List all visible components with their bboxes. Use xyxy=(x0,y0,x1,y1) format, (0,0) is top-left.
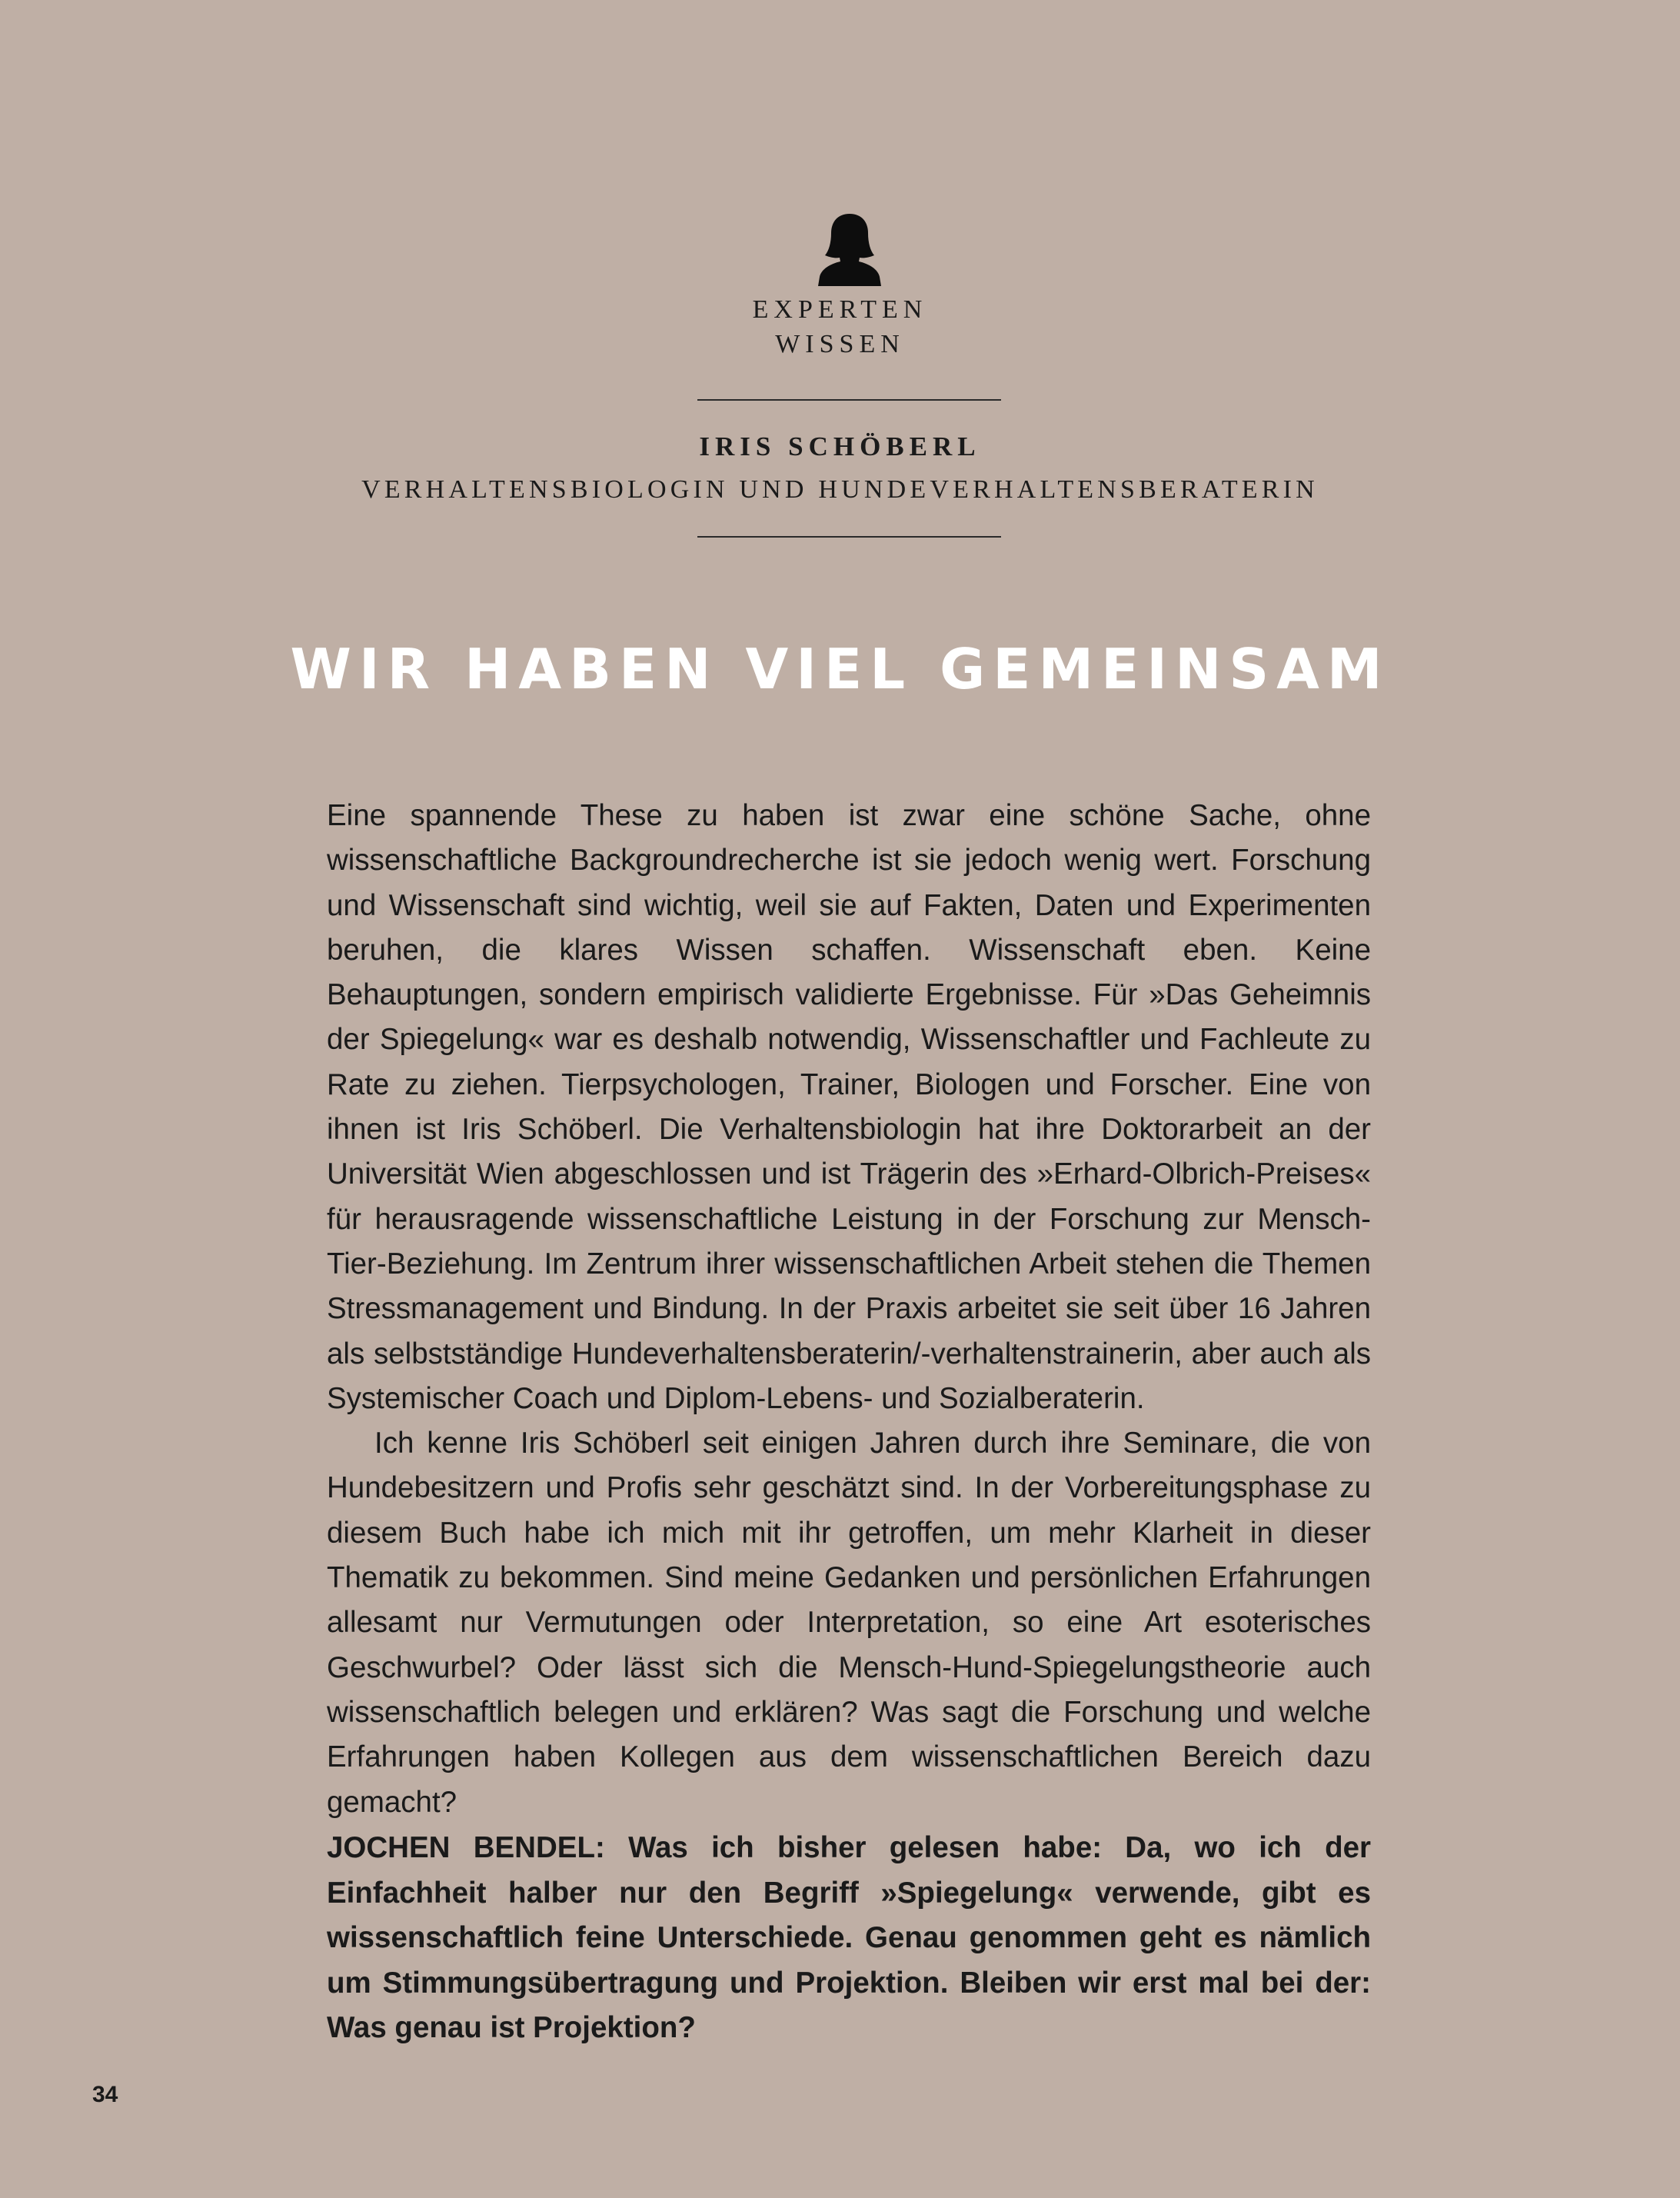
divider-top xyxy=(697,399,1001,401)
body-paragraph-1: Eine spannende These zu haben ist zwar eine schöne Sache, ohne wissenschaftliche Backgroundrecherche ist sie jedoch wenig wert. Forschung und Wissenschaft sind wichtig, weil sie auf Fakten, Daten und Experimenten beruhen, die klares Wissen schaffen. Wissenschaft eben. Keine Behauptungen, sondern empirisch validierte Ergebnisse. Für »Das Geheimnis der Spiegelung« war es deshalb notwendig, Wissenschaftler und Fachleute zu Rate zu ziehen. Tierpsychologen, Trainer, Biologen und Forscher. Eine von ihnen ist Iris Schöberl. Die Verhaltensbiologin hat ihre Doktorarbeit an der Universität Wien abgeschlossen und ist Trägerin des »Erhard-Olbrich-Preises« für herausragende wissenschaftliche Leistung in der Forschung zur Mensch-Tier-Beziehung. Im Zentrum ihrer wissenschaftlichen Arbeit stehen die Themen Stressmanagement und Bindung. In der Praxis arbeitet sie seit über 16 Jahren als selbstständige Hundeverhaltensberaterin/-verhaltenstrainerin, aber auch als Systemischer Coach und Diplom-Lebens- und Sozialberaterin. xyxy=(327,799,1371,1415)
interview-speaker: JOCHEN BENDEL: xyxy=(327,1831,605,1864)
divider-bottom xyxy=(697,536,1001,538)
section-label-line2: WISSEN xyxy=(775,330,905,358)
interview-paragraph xyxy=(327,1826,1371,2051)
woman-silhouette-icon xyxy=(817,212,883,286)
page-number: 34 xyxy=(92,2082,118,2107)
interview-question xyxy=(327,1826,1371,2051)
body-text xyxy=(327,794,1371,1825)
body-paragraph-2: Ich kenne Iris Schöberl seit einigen Jahren durch ihre Seminare, die von Hundebesitzern und Profis sehr geschätzt sind. In der Vorbereitungsphase zu diesem Buch habe ich mich mit ihr getroffen, um mehr Klarheit in dieser Thematik zu bekommen. Sind meine Gedanken und persönlichen Erfahrungen allesamt nur Vermutungen oder Interpretation, so eine Art esoterisches Geschwurbel? Oder lässt sich die Mensch-Hund-Spiegelungstheorie auch wissenschaftlich belegen und erklären? Was sagt die Forschung und welche Erfahrungen haben Kollegen aus dem wissenschaftlichen Bereich dazu gemacht? xyxy=(327,1427,1371,1819)
page-title: WIR HABEN VIEL GEMEINSAM xyxy=(290,637,1390,701)
interview-question-text: Was ich bisher gelesen habe: Da, wo ich der Einfachheit halber nur den Begriff »Spiegelung« verwende, gibt es wissenschaftlich feine Unterschiede. Genau genommen geht es nämlich um Stimmungsübertragung und Projektion. Bleiben wir erst mal bei der: Was genau ist Projektion? xyxy=(327,1831,1371,2044)
section-label-line1: EXPERTEN xyxy=(752,295,928,324)
expert-name: IRIS SCHÖBERL xyxy=(699,431,981,461)
expert-role: VERHALTENSBIOLOGIN UND HUNDEVERHALTENSBERATERIN xyxy=(361,475,1319,504)
